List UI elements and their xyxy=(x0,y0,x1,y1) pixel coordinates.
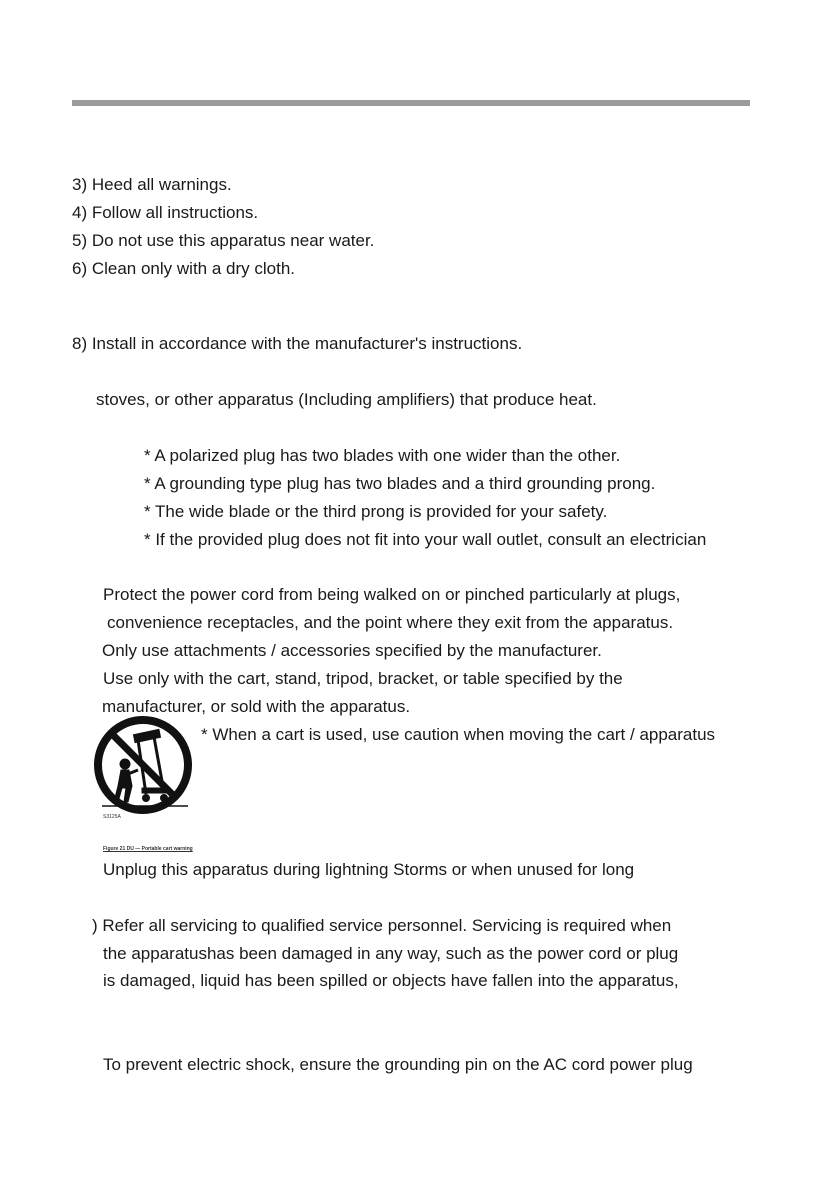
item-power-cord: Protect the power cord from being walked on or pinched particularly at plugs, xyxy=(103,585,681,604)
item-attachments: Only use attachments / accessories specified by the manufacturer. xyxy=(102,641,602,660)
item-cart: Use only with the cart, stand, tripod, bracket, or table specified by the xyxy=(103,669,623,688)
item-install: 8) Install in accordance with the manufacturer's instructions. xyxy=(72,334,523,353)
item-no-water: 5) Do not use this apparatus near water. xyxy=(72,231,375,250)
figure-caption: Figure 21 DU — Portable cart warning xyxy=(103,846,193,852)
plug-note-electrician: * If the provided plug does not fit into your wall outlet, consult an electrician xyxy=(144,530,707,549)
item-power-cord-cont: convenience receptacles, and the point where they exit from the apparatus. xyxy=(107,613,674,632)
cart-caution-note: * When a cart is used, use caution when moving the cart / apparatus xyxy=(201,725,716,744)
portable-cart-warning-icon xyxy=(94,716,194,816)
item-electric-shock: To prevent electric shock, ensure the grounding pin on the AC cord power plug xyxy=(103,1055,693,1074)
item-servicing: ) Refer all servicing to qualified service personnel. Servicing is required when xyxy=(92,916,672,935)
plug-note-safety: * The wide blade or the third prong is provided for your safety. xyxy=(144,502,608,521)
item-follow-instructions: 4) Follow all instructions. xyxy=(72,203,259,222)
item-dry-cloth: 6) Clean only with a dry cloth. xyxy=(72,259,295,278)
item-heed-warnings: 3) Heed all warnings. xyxy=(72,175,232,194)
item-cart-cont: manufacturer, or sold with the apparatus. xyxy=(102,697,411,716)
figure-code: S3125A xyxy=(103,814,121,820)
item-servicing-cont-1: the apparatushas been damaged in any way, such as the power cord or plug xyxy=(103,944,679,963)
plug-note-polarized: * A polarized plug has two blades with one wider than the other. xyxy=(144,446,621,465)
item-servicing-cont-2: is damaged, liquid has been spilled or objects have fallen into the apparatus, xyxy=(103,971,679,990)
item-heat-sources: stoves, or other apparatus (Including amplifiers) that produce heat. xyxy=(96,390,597,409)
header-rule xyxy=(72,100,750,106)
plug-note-grounding: * A grounding type plug has two blades and a third grounding prong. xyxy=(144,474,656,493)
item-unplug: Unplug this apparatus during lightning Storms or when unused for long xyxy=(103,860,635,879)
